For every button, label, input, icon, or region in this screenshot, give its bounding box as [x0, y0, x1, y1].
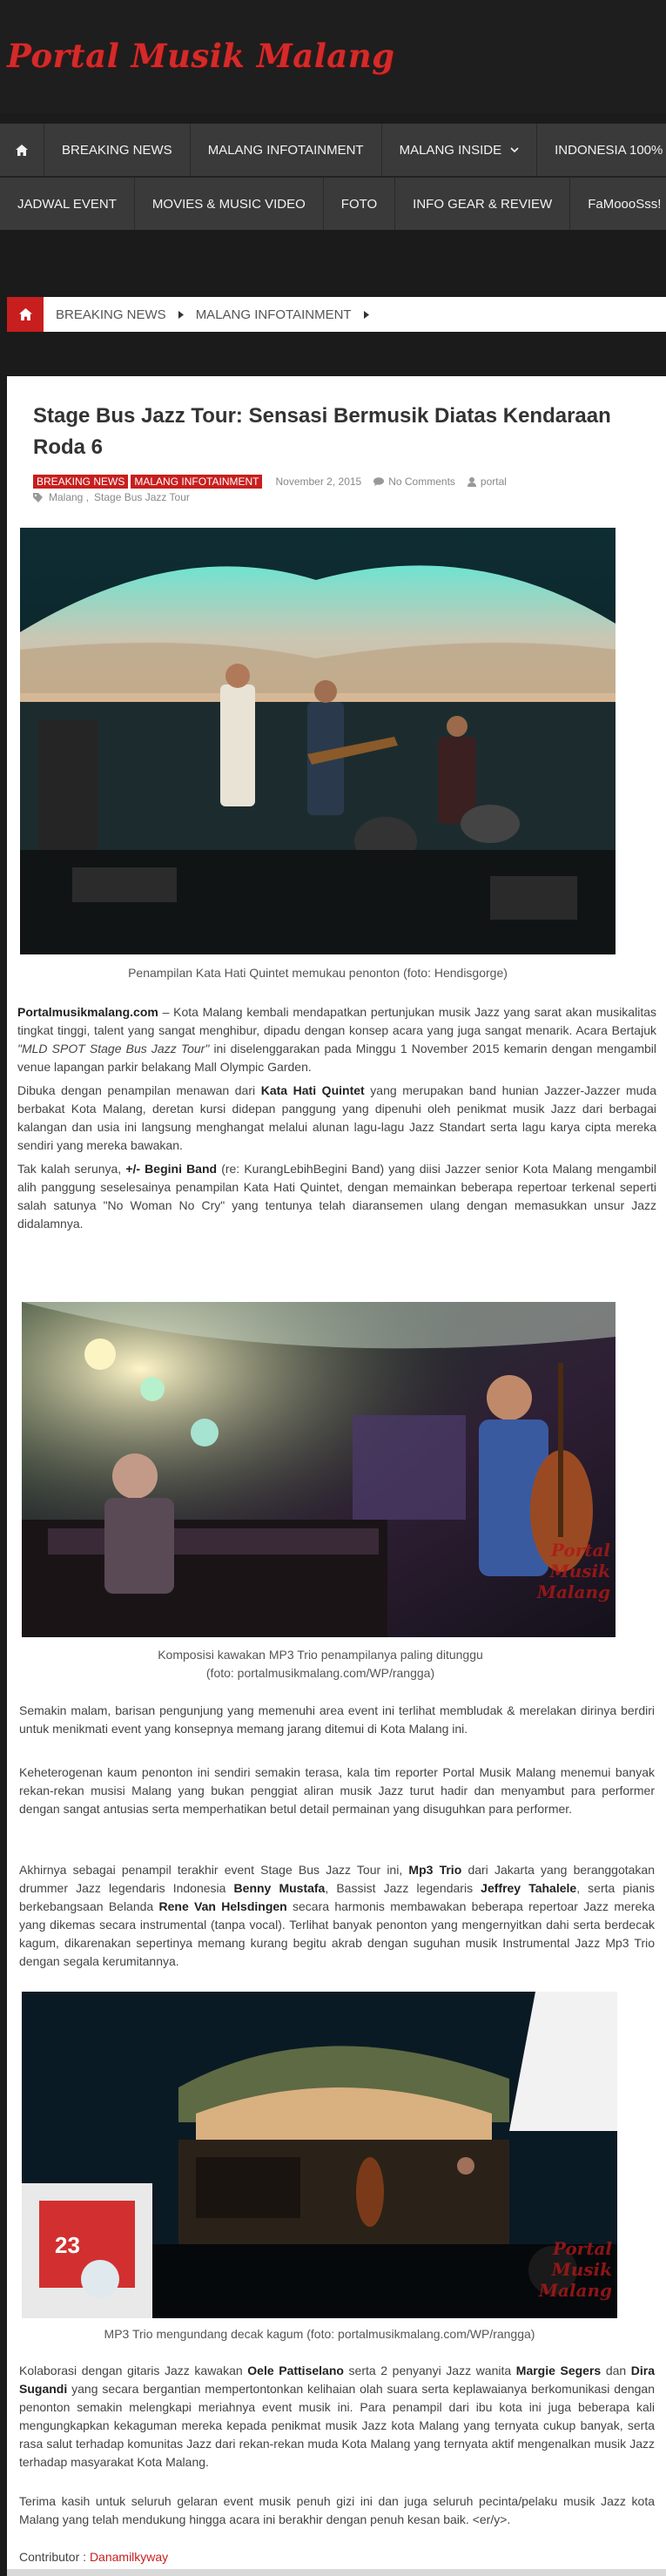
- nav-info-gear-review[interactable]: INFO GEAR & REVIEW: [395, 178, 570, 230]
- article-paragraph: [19, 1702, 655, 1738]
- watermark: [515, 1540, 610, 1602]
- contributor-label: Contributor :: [19, 2550, 90, 2564]
- musician-name: Oele Pattiselano: [247, 2364, 344, 2377]
- paragraph-text: yang secara bergantian mempertontonkan kelihaian olah suara serta keplawaianya berkomunikasi dengan penonton semakin melengkapi meriahnya event musik ini. Para penampil dari ibu kota ini juga beberapa kali mengungkapkan kekaguman mereka kepada penikmat musik Jazz kota Malang yang ternyata cukup banyak, serta rasa salut terhadap komunitas Jazz dari rekan-rekan muda Kota Malang yang ternyata aktif mengenalkan musik Jazz terhadap masyarakat Kota Malang.: [19, 2382, 655, 2469]
- chevron-right-icon: [364, 311, 369, 319]
- musician-name: Dira Sugandi: [19, 2364, 656, 2396]
- paragraph-text: serta 2 penyanyi Jazz wanita: [343, 2364, 516, 2377]
- article-card: [7, 376, 666, 2576]
- article-paragraph: [19, 1861, 655, 1971]
- author-name: portal: [480, 475, 507, 488]
- nav-malang-infotainment[interactable]: MALANG INFOTAINMENT: [191, 124, 382, 176]
- watermark: [516, 2238, 612, 2301]
- logo-text: Portal Musik Malang: [7, 37, 395, 75]
- nav-foto[interactable]: FOTO: [324, 178, 395, 230]
- photo-caption: Komposisi kawakan MP3 Trio penampilanya paling ditunggu (foto: portalmusikmalang.com/WP/rangga): [158, 1648, 483, 1680]
- breadcrumb-label: MALANG INFOTAINMENT: [195, 307, 352, 322]
- footer-edge: [7, 2569, 666, 2576]
- musician-name: Rene Van Helsdingen: [158, 1899, 287, 1913]
- nav-indonesia[interactable]: INDONESIA 100%: [537, 124, 666, 176]
- site-name[interactable]: Portalmusikmalang.com: [17, 1005, 158, 1019]
- band-name: Kata Hati Quintet: [260, 1083, 365, 1097]
- musician-name: Jeffrey Tahalele: [481, 1881, 577, 1895]
- nav-row-2: [0, 178, 666, 230]
- article-paragraph: [17, 1160, 656, 1233]
- breadcrumb-label: BREAKING NEWS: [56, 307, 166, 322]
- nav-row-1: [0, 124, 666, 176]
- nav-malang-inside-label: MALANG INSIDE: [399, 142, 502, 158]
- breadcrumb-home[interactable]: [7, 297, 44, 332]
- breadcrumb: [7, 297, 666, 332]
- tag-link[interactable]: Stage Bus Jazz Tour: [94, 491, 190, 503]
- article-photo-mp3-trio-stage: [22, 1992, 617, 2318]
- paragraph-text: Akhirnya sebagai penampil terakhir event Stage Bus Jazz Tour ini,: [19, 1863, 409, 1877]
- musician-name: Margie Segers: [515, 2364, 602, 2377]
- breadcrumb-item[interactable]: [184, 307, 364, 322]
- paragraph-text: Dibuka dengan penampilan menawan dari: [17, 1083, 261, 1097]
- tag-icon: [33, 493, 43, 502]
- paragraph-text: Semakin malam, barisan pengunjung yang memenuhi area event ini terlihat membludak & merelakan dirinya berdiri untuk menikmati event yang konsepnya memang jarang ditemui di Kota Malang ini.: [19, 1703, 655, 1736]
- paragraph-text: Kolaborasi dengan gitaris Jazz kawakan: [19, 2364, 248, 2377]
- watermark-text: Portal Musik Malang: [538, 2238, 612, 2301]
- article-paragraph: [17, 1003, 656, 1076]
- user-icon: [468, 477, 476, 487]
- paragraph-text: yang merupakan band hunian Jazzer-Jazzer muda berbakat Kota Malang, deretan kursi didepan panggung yang dipenuhi oleh penikmat musik Jazz dari berbagai kalangan dan usia ini langsung menghangat melalui alunan lagu-lagu Jazz Standart serta lagu karya cipta mereka sendiri yang mereka bawakan.: [17, 1083, 656, 1152]
- band-name: Mp3 Trio: [408, 1863, 462, 1877]
- paragraph-text: dan: [601, 2364, 631, 2377]
- watermark-text: Portal Musik Malang: [536, 1540, 610, 1602]
- article-paragraph: [19, 1763, 655, 1818]
- article-paragraph: [19, 2492, 655, 2529]
- event-name: "MLD SPOT Stage Bus Jazz Tour": [17, 1042, 210, 1055]
- nav-movies-music-video[interactable]: MOVIES & MUSIC VIDEO: [135, 178, 324, 230]
- chevron-down-icon: [510, 147, 519, 152]
- site-header: [0, 0, 666, 113]
- poster-number: 23: [55, 2232, 80, 2258]
- paragraph-text: Tak kalah serunya,: [17, 1162, 126, 1176]
- paragraph-text: Terima kasih untuk seluruh gelaran event musik penuh gizi ini dan juga seluruh pecinta/pelaku musik Jazz kota Malang yang telah mendukung hingga acara ini berakhir dengan penuh kesan baik. <er/y>.: [19, 2494, 655, 2526]
- photo-caption: Penampilan Kata Hati Quintet memukau penonton (foto: Hendisgorge): [128, 966, 508, 980]
- paragraph-text: , serta pianis berkebangsaan Belanda: [19, 1881, 655, 1913]
- paragraph-text: Keheterogenan kaum penonton ini sendiri semakin terasa, kala tim reporter Portal Musik Malang menemui banyak rekan-rekan musisi Malang yang bukan penggiat aliran musik Jazz turut hadir dan menyambut para performer dengan sangat antusias serta memperhatikan betul detail permainan yang disuguhkan para performer.: [19, 1765, 655, 1816]
- article-paragraph: [17, 1082, 656, 1155]
- category-badge[interactable]: MALANG INFOTAINMENT: [131, 475, 262, 489]
- nav-malang-inside[interactable]: [382, 124, 538, 176]
- tag-link[interactable]: Malang ,: [49, 491, 90, 503]
- photo-caption: MP3 Trio mengundang decak kagum (foto: portalmusikmalang.com/WP/rangga): [104, 2327, 535, 2341]
- main-nav: [0, 124, 666, 230]
- paragraph-text: , Bassist Jazz legendaris: [325, 1881, 481, 1895]
- home-icon: [19, 308, 32, 320]
- nav-home[interactable]: [0, 124, 44, 176]
- article-paragraph: [19, 2362, 655, 2471]
- comments-link[interactable]: [373, 475, 455, 488]
- paragraph-text: dari Jakarta yang beranggotakan drummer Jazz legendaris Indonesia: [19, 1863, 656, 1895]
- home-icon: [16, 145, 28, 156]
- category-badge[interactable]: BREAKING NEWS: [33, 475, 128, 489]
- comments-count: No Comments: [388, 475, 455, 488]
- site-logo[interactable]: [7, 31, 395, 80]
- article-photo-mp3-trio: [22, 1302, 616, 1637]
- nav-jadwal-event[interactable]: JADWAL EVENT: [0, 178, 135, 230]
- article-photo-kata-hati-quintet: [20, 528, 616, 954]
- comment-icon: [373, 477, 384, 486]
- breadcrumb-item[interactable]: [44, 307, 178, 322]
- paragraph-text: ini diselenggarakan pada Minggu 1 November 2015 kemarin dengan mengambil venue lapangan parkir belakang Mall Olympic Garden.: [17, 1042, 656, 1074]
- post-date: November 2, 2015: [275, 475, 362, 488]
- contributor-line: [19, 2548, 655, 2566]
- nav-breaking-news[interactable]: BREAKING NEWS: [44, 124, 191, 176]
- paragraph-text: secara harmonis membawakan beberapa repertoar Jazz mereka yang dikemas secara instrumental (tanpa vocal). Terlihat banyak penonton yang mengernyitkan dahi serta berdecak kagum, dikarenakan sepertinya memang kurang begitu akrab dengan suguhan musik Instrumental Jazz Mp3 Trio dengan segala kerumitannya.: [19, 1899, 656, 1968]
- tag-list: [33, 491, 195, 503]
- article-title: Stage Bus Jazz Tour: Sensasi Bermusik Diatas Kendaraan Roda 6: [33, 404, 611, 459]
- paragraph-text: – Kota Malang kembali mendapatkan pertunjukan musik Jazz yang sarat akan musikalitas tingkat tinggi, talent yang sangat menghibur, dipadu dengan konsep acara yang juga sangat menarik. Acara Bertajuk: [17, 1005, 656, 1037]
- band-name: +/- Begini Band: [125, 1162, 218, 1176]
- author-link[interactable]: [468, 475, 507, 488]
- contributor-link[interactable]: Danamilkyway: [89, 2550, 169, 2564]
- musician-name: Benny Mustafa: [233, 1881, 326, 1895]
- paragraph-text: (re: KurangLebihBegini Band) yang diisi Jazzer senior Kota Malang mengambil alih panggung seselesainya penampilan Kata Hati Quintet, dengan memainkan beberapa repertoar terkenal seperti salah satunya "No Woman No Cry" yang tentunya telah diaransemen ulang dengan memasukkan unsur Jazz didalamnya.: [17, 1162, 656, 1231]
- article-meta: [33, 475, 651, 489]
- nav-famooosss[interactable]: FaMoooSss!: [570, 178, 666, 230]
